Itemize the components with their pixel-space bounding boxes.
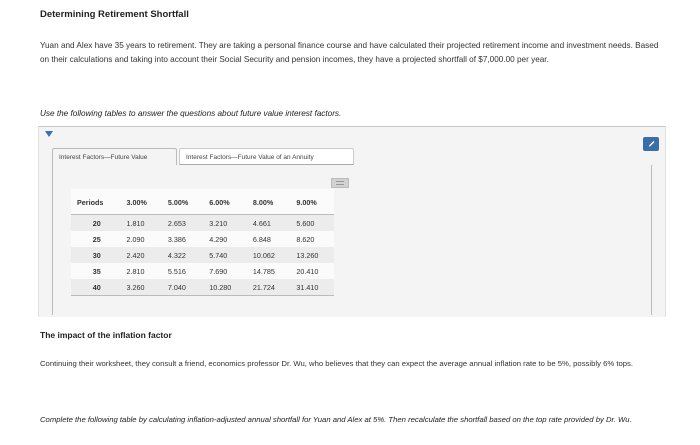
table-cell: 25	[92, 234, 101, 244]
table-cell: 6.848	[252, 234, 271, 244]
table-cell: 4.661	[247, 215, 291, 232]
table-cell: 2.090	[126, 234, 145, 244]
table-cell: 3.210	[203, 215, 247, 232]
table-cell: 3.260	[121, 279, 162, 296]
future-value-table	[71, 189, 334, 296]
table-cell: 10.280	[203, 279, 247, 296]
table-header-row	[71, 189, 334, 215]
table-cell: 4.322	[162, 247, 203, 263]
column-header: 8.00%	[247, 189, 291, 215]
table-cell: 3.386	[167, 234, 186, 244]
table-cell: 8.620	[296, 234, 315, 244]
page-title: Determining Retirement Shortfall	[40, 9, 189, 20]
table-cell: 20.410	[296, 266, 319, 276]
table-cell: 5.740	[203, 247, 247, 263]
table-cell: 30	[71, 247, 121, 263]
table-instruction: Use the following tables to answer the questions about future value interest factors.	[40, 109, 342, 118]
table-cell: 40	[71, 279, 121, 296]
grip-icon	[336, 181, 344, 185]
table-row	[71, 263, 334, 279]
completion-instruction: Complete the following table by calculating inflation-adjusted annual shortfall for Yuan and Alex at 5%. Then recalculate the shortfall based on the top rate provided by Dr. Wu.	[40, 415, 632, 424]
table-cell: 7.040	[162, 279, 203, 296]
column-header: 6.00%	[203, 189, 247, 215]
table-cell: 5.600	[290, 215, 334, 232]
table-cell: 31.410	[290, 279, 334, 296]
table-cell: 10.062	[247, 247, 291, 263]
table-row	[71, 215, 334, 232]
table-row	[71, 279, 334, 296]
caret-down-icon[interactable]	[45, 131, 53, 137]
table-cell: 21.724	[247, 279, 291, 296]
table-cell: 5.516	[167, 266, 186, 276]
intro-paragraph: Yuan and Alex have 35 years to retirement. They are taking a personal finance course and have calculated their projected retirement income and investment needs. Based on their calculations and taking into account their Social Security and pension incomes, they have a projected shortfall of $7,000.00 per year.	[40, 41, 659, 64]
table-cell: 2.810	[126, 266, 145, 276]
section-heading: The impact of the inflation factor	[40, 330, 172, 340]
table-cell: 2.420	[121, 247, 162, 263]
column-header: 5.00%	[162, 189, 203, 215]
table-cell: 14.785	[252, 266, 275, 276]
column-header: 9.00%	[290, 189, 334, 215]
edit-button[interactable]	[643, 137, 659, 151]
inflation-paragraph: Continuing their worksheet, they consult a friend, economics professor Dr. Wu, who believes that they can expect the average annual inflation rate to be 5%, possibly 6% tops.	[40, 359, 633, 368]
table-cell: 13.260	[290, 247, 334, 263]
table-cell: 4.290	[209, 234, 228, 244]
tables-panel	[38, 126, 666, 317]
table-cell: 1.810	[121, 215, 162, 232]
table-row	[71, 231, 334, 247]
table-cell: 2.653	[162, 215, 203, 232]
table-row	[71, 247, 334, 263]
table-cell: 20	[71, 215, 121, 232]
table-cell: 35	[92, 266, 101, 276]
tab-content	[52, 165, 652, 315]
column-header: 3.00%	[121, 189, 162, 215]
table-cell: 7.690	[209, 266, 228, 276]
column-header: Periods	[71, 189, 121, 215]
tab-future-value[interactable]: Interest Factors—Future Value	[52, 148, 177, 165]
scrollbar-thumb[interactable]	[331, 178, 349, 188]
tab-future-value-annuity[interactable]: Interest Factors—Future Value of an Annuity	[179, 148, 354, 165]
pencil-icon	[647, 139, 656, 149]
